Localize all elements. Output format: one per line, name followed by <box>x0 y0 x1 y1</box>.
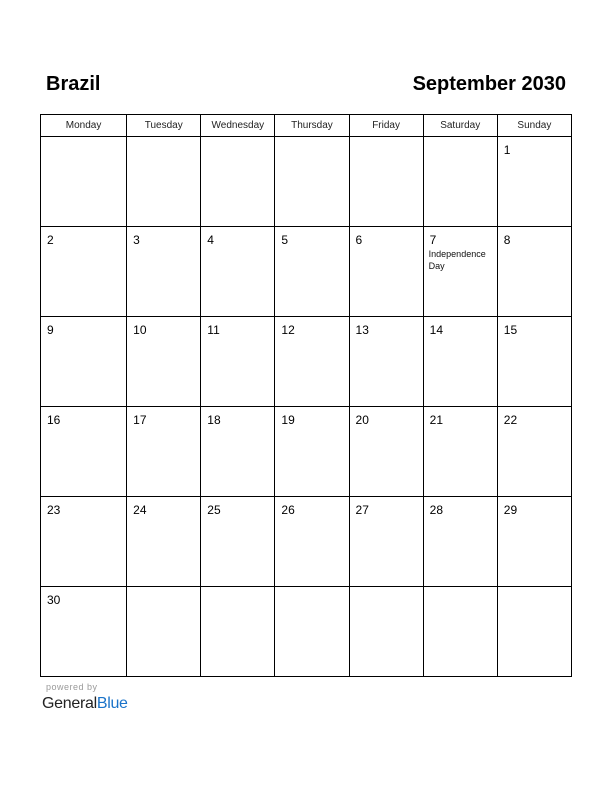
brand-blue-text: Blue <box>96 695 128 712</box>
day-number: 7 <box>429 233 437 247</box>
day-cell <box>41 587 127 677</box>
day-cell <box>423 407 497 497</box>
day-number: 8 <box>503 233 511 247</box>
day-number: 22 <box>503 413 518 427</box>
day-cell <box>497 497 571 587</box>
day-number: 16 <box>47 413 61 427</box>
day-number: 1 <box>503 143 511 157</box>
day-cell <box>41 317 127 407</box>
week-row <box>41 317 572 407</box>
day-number: 26 <box>281 503 295 517</box>
day-cell <box>497 137 571 227</box>
weekday-header-row <box>41 115 572 137</box>
day-number: 6 <box>355 233 363 247</box>
day-number: 3 <box>133 233 140 247</box>
day-cell <box>275 497 349 587</box>
day-number: 21 <box>429 413 444 427</box>
weekday-header: Tuesday <box>127 115 201 137</box>
holiday-label: Independence Day <box>428 249 486 271</box>
day-number: 28 <box>429 503 444 517</box>
day-number: 25 <box>207 503 221 517</box>
powered-by-label: powered by <box>46 682 98 692</box>
day-cell <box>41 227 127 317</box>
week-row <box>41 137 572 227</box>
day-cell <box>41 497 127 587</box>
week-row <box>41 227 572 317</box>
day-cell <box>349 137 423 227</box>
day-number: 5 <box>281 233 289 247</box>
day-cell <box>127 137 201 227</box>
day-number: 20 <box>355 413 369 427</box>
day-cell <box>41 407 127 497</box>
weekday-header: Thursday <box>275 115 349 137</box>
day-cell <box>127 497 201 587</box>
day-number: 24 <box>133 503 147 517</box>
day-cell <box>423 497 497 587</box>
day-cell <box>127 587 201 677</box>
day-cell <box>423 587 497 677</box>
day-cell <box>497 317 571 407</box>
day-cell <box>201 497 275 587</box>
day-cell <box>275 227 349 317</box>
brand-general-text: General <box>42 695 97 712</box>
day-cell <box>201 407 275 497</box>
day-number: 23 <box>47 503 61 517</box>
day-cell <box>497 227 571 317</box>
day-cell <box>349 317 423 407</box>
weekday-header: Sunday <box>497 115 571 137</box>
day-number: 13 <box>355 323 369 337</box>
day-number: 18 <box>207 413 221 427</box>
day-cell <box>497 587 571 677</box>
day-cell <box>349 497 423 587</box>
day-number: 9 <box>47 323 54 337</box>
day-number: 4 <box>207 233 214 247</box>
day-cell <box>349 407 423 497</box>
day-cell <box>349 227 423 317</box>
day-number: 27 <box>355 503 369 517</box>
calendar-grid <box>40 114 572 677</box>
day-cell <box>423 227 497 317</box>
day-number: 19 <box>281 413 295 427</box>
day-cell <box>349 587 423 677</box>
weekday-header: Friday <box>349 115 423 137</box>
day-cell <box>41 137 127 227</box>
day-cell <box>275 137 349 227</box>
week-row <box>41 587 572 677</box>
day-number: 29 <box>503 503 518 517</box>
day-number: 11 <box>207 323 220 337</box>
day-cell <box>275 317 349 407</box>
week-row <box>41 407 572 497</box>
day-cell <box>497 407 571 497</box>
day-cell <box>127 317 201 407</box>
weekday-header: Wednesday <box>201 115 275 137</box>
day-cell <box>275 587 349 677</box>
day-cell <box>127 227 201 317</box>
day-cell <box>423 137 497 227</box>
day-number: 15 <box>503 323 518 337</box>
day-cell <box>201 587 275 677</box>
day-number: 30 <box>47 593 61 607</box>
day-number: 17 <box>133 413 147 427</box>
day-cell <box>127 407 201 497</box>
day-cell <box>275 407 349 497</box>
day-number: 10 <box>133 323 147 337</box>
weekday-header: Saturday <box>423 115 497 137</box>
day-cell <box>201 317 275 407</box>
day-number: 2 <box>47 233 54 247</box>
month-year-title: September 2030 <box>412 73 566 95</box>
day-cell <box>201 227 275 317</box>
day-number: 14 <box>429 323 444 337</box>
day-number: 12 <box>281 323 295 337</box>
day-cell <box>423 317 497 407</box>
generalblue-logo[interactable] <box>42 694 128 714</box>
weekday-header: Monday <box>41 115 127 137</box>
day-cell <box>201 137 275 227</box>
country-title: Brazil <box>46 73 101 95</box>
week-row <box>41 497 572 587</box>
